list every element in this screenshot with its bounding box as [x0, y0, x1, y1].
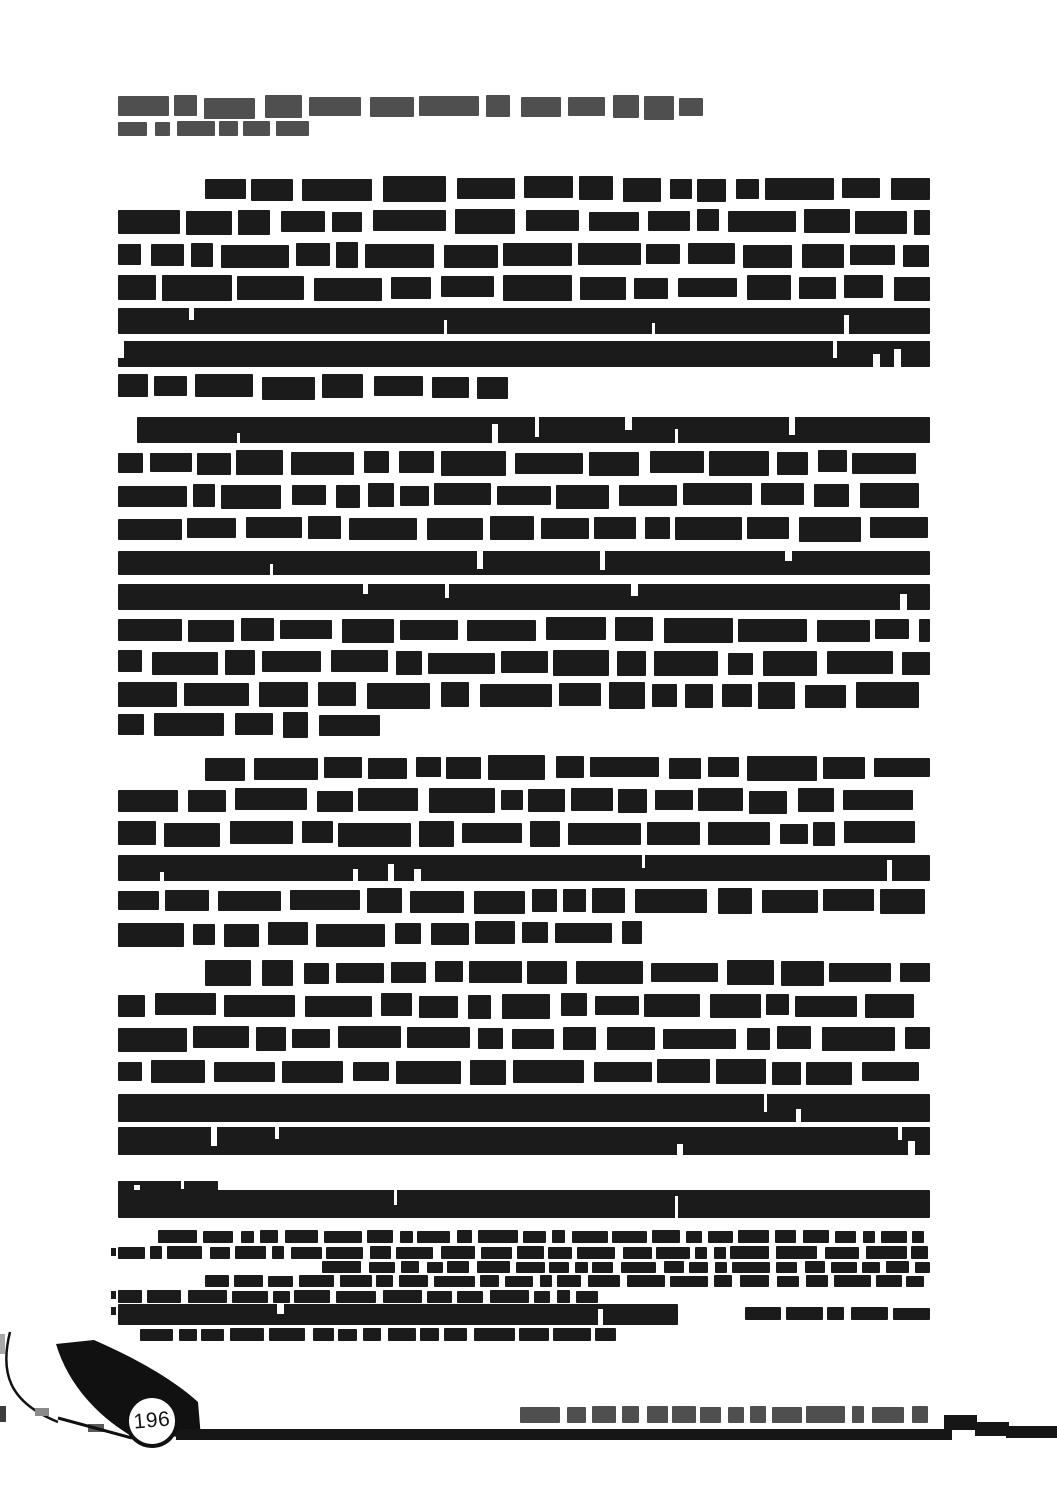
scan-mark	[35, 1408, 49, 1416]
footer-rule-step-2	[975, 1422, 1009, 1436]
page-number: 196	[132, 1407, 172, 1434]
scan-mark	[0, 1334, 5, 1354]
footer-rule-step-1	[944, 1415, 977, 1430]
scan-mark	[0, 1406, 6, 1422]
footer-rule-step-3	[1006, 1426, 1057, 1438]
flourish-curve	[6, 1332, 58, 1422]
footer-rule	[176, 1429, 952, 1440]
